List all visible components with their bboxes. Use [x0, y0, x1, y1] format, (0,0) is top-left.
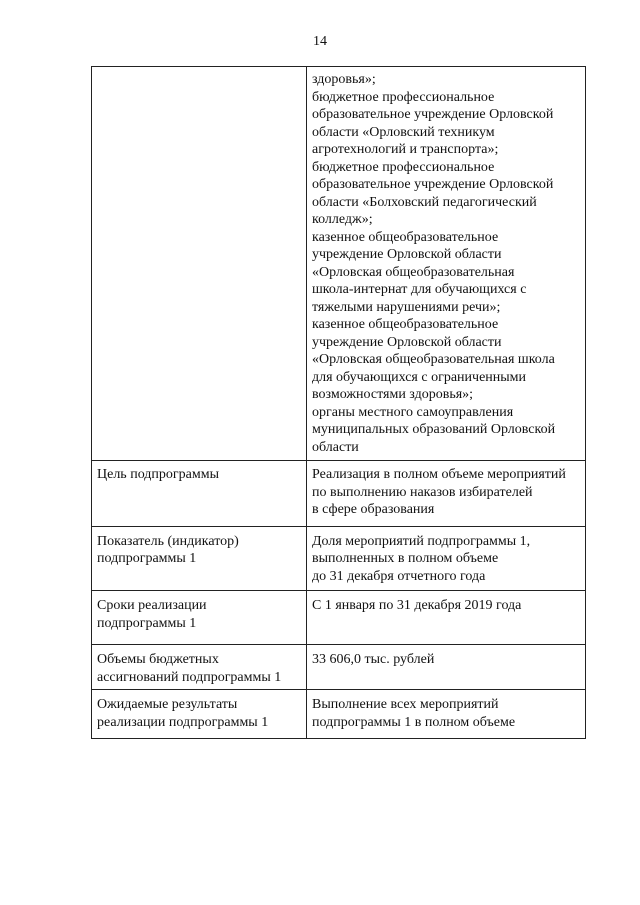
- text-line: бюджетное профессиональное: [312, 159, 495, 175]
- text-line: выполненных в полном объеме: [312, 551, 499, 566]
- table-row-indicator: [92, 526, 586, 591]
- row-value-cell: [307, 67, 586, 461]
- text-line: образовательное учреждение Орловской: [312, 177, 554, 192]
- row-value-cell: [307, 526, 586, 591]
- text-line: учреждение Орловской области: [312, 247, 502, 262]
- text-line: школа-интернат для обучающихся с: [312, 282, 527, 297]
- text-line: по выполнению наказов избирателей: [312, 484, 533, 500]
- text-line: области «Болховский педагогический: [312, 194, 537, 210]
- text-line: ассигнований подпрограммы 1: [97, 669, 282, 685]
- row-value-cell: [307, 461, 586, 527]
- table-row-expected-results: [92, 690, 586, 739]
- row-value-cell: [307, 690, 586, 739]
- row-label-cell: [92, 645, 307, 690]
- text-line: «Орловская общеобразовательная школа: [312, 352, 555, 367]
- text-line: Ожидаемые результаты: [97, 697, 238, 712]
- text-line: Выполнение всех мероприятий: [312, 697, 499, 712]
- text-line: Показатель (индикатор): [97, 533, 239, 549]
- text-line: для обучающихся с ограниченными: [312, 369, 527, 385]
- row-value-cell: [307, 645, 586, 690]
- row-value-cell: [307, 591, 586, 645]
- text-line: возможностями здоровья»;: [312, 387, 474, 402]
- text-line: казенное общеобразовательное: [312, 317, 499, 332]
- text-line: тяжелыми нарушениями речи»;: [312, 299, 501, 315]
- text-line: подпрограммы 1 в полном объеме: [312, 714, 516, 730]
- text-line: в сфере образования: [312, 502, 435, 517]
- subprogram-passport-table: [91, 66, 586, 739]
- text-line: подпрограммы 1: [97, 551, 197, 566]
- page-number: 14: [313, 34, 327, 49]
- text-line: области «Орловский техникум: [312, 124, 495, 140]
- table-row-terms: [92, 591, 586, 645]
- text-line: Цель подпрограммы: [97, 467, 219, 482]
- text-line: казенное общеобразовательное: [312, 229, 499, 245]
- text-line: муниципальных образований Орловской: [312, 422, 556, 437]
- text-line: «Орловская общеобразовательная: [312, 264, 515, 280]
- text-line: учреждение Орловской области: [312, 334, 502, 350]
- text-line: здоровья»;: [312, 72, 376, 87]
- text-line: Реализация в полном объеме мероприятий: [312, 467, 566, 482]
- text-line: реализации подпрограммы 1: [97, 714, 269, 730]
- text-line: образовательное учреждение Орловской: [312, 107, 554, 122]
- text-line: Доля мероприятий подпрограммы 1,: [312, 533, 531, 549]
- text-line: С 1 января по 31 декабря 2019 года: [312, 598, 522, 613]
- table-row-budget: [92, 645, 586, 690]
- row-label-cell: [92, 526, 307, 591]
- table-row-executors-continued: [92, 67, 586, 461]
- row-label-cell: [92, 461, 307, 527]
- text-line: Объемы бюджетных: [97, 652, 219, 667]
- row-label-cell: [92, 67, 307, 461]
- text-line: до 31 декабря отчетного года: [312, 568, 486, 584]
- text-line: 33 606,0 тыс. рублей: [312, 652, 435, 667]
- text-line: агротехнологий и транспорта»;: [312, 142, 499, 157]
- table-row-goal: [92, 461, 586, 527]
- row-label-cell: [92, 690, 307, 739]
- text-line: колледж»;: [312, 212, 373, 227]
- text-line: подпрограммы 1: [97, 615, 197, 631]
- text-line: Сроки реализации: [97, 598, 207, 613]
- text-line: бюджетное профессиональное: [312, 89, 495, 105]
- text-line: органы местного самоуправления: [312, 404, 514, 420]
- text-line: области: [312, 439, 359, 455]
- row-label-cell: [92, 591, 307, 645]
